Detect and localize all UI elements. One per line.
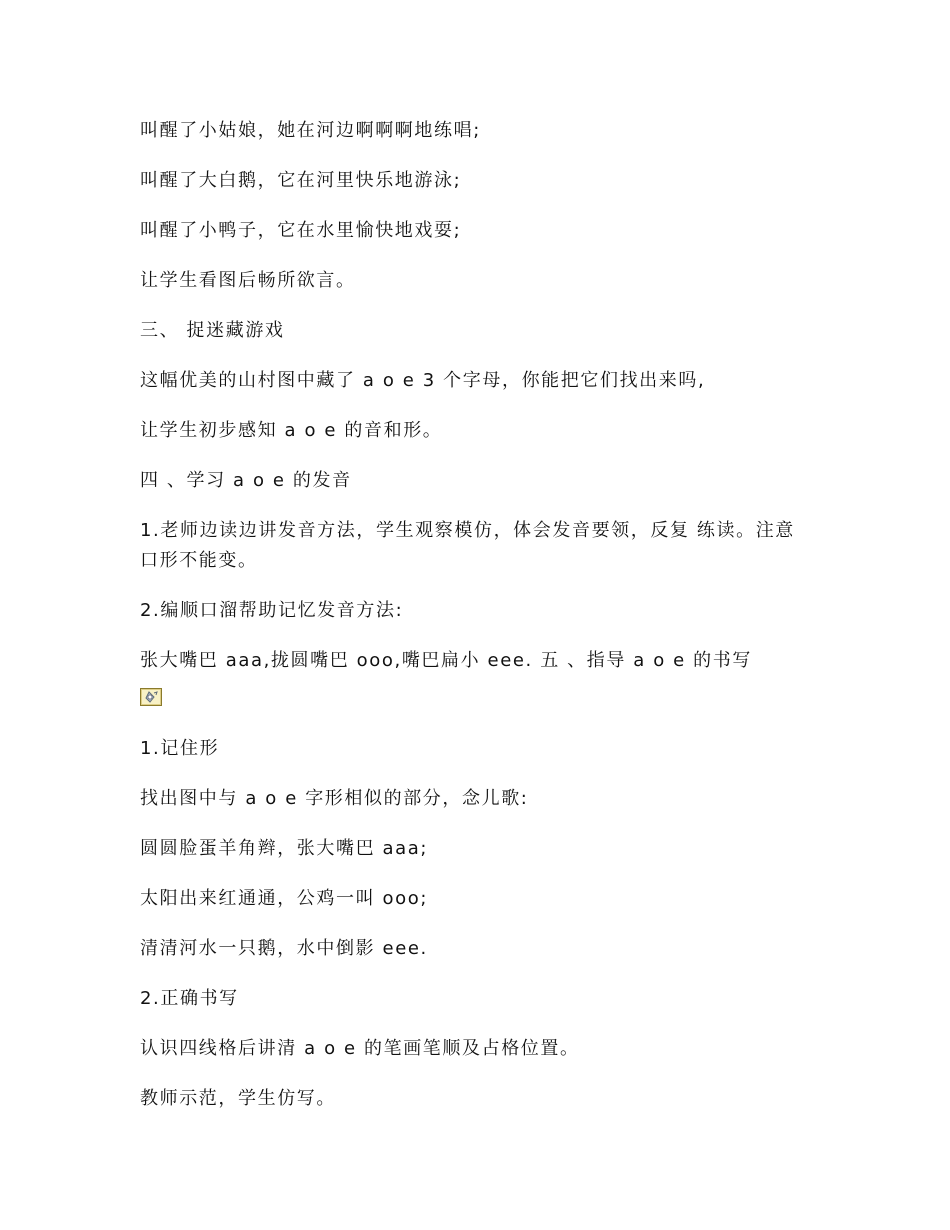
section-heading: 三、 捉迷藏游戏 bbox=[140, 320, 285, 341]
paragraph-line: 找出图中与 a o e 字形相似的部分，念儿歌: bbox=[140, 788, 529, 809]
paragraph-line: 认识四线格后讲清 a o e 的笔画笔顺及占格位置。 bbox=[140, 1038, 580, 1059]
paragraph-line: 让学生看图后畅所欲言。 bbox=[140, 270, 356, 291]
paragraph-line: 2.正确书写 bbox=[140, 988, 239, 1009]
paragraph-line: 这幅优美的山村图中藏了 a o e 3 个字母，你能把它们找出来吗, bbox=[140, 370, 706, 391]
paragraph-line: 张大嘴巴 aaa,拢圆嘴巴 ooo,嘴巴扁小 eee. 五 、指导 a o e 的书写 bbox=[140, 650, 752, 671]
image-placeholder-icon bbox=[140, 688, 162, 706]
paragraph-line: 太阳出来红通通，公鸡一叫 ooo; bbox=[140, 888, 429, 909]
paragraph-line: 1.记住形 bbox=[140, 738, 220, 759]
paragraph-line: 清清河水一只鹅，水中倒影 eee. bbox=[140, 938, 428, 959]
section-heading: 四 、学习 a o e 的发音 bbox=[140, 470, 352, 491]
paragraph-line: 圆圆脸蛋羊角辫，张大嘴巴 aaa; bbox=[140, 838, 429, 859]
paragraph-line: 2.编顺口溜帮助记忆发音方法: bbox=[140, 600, 404, 621]
paragraph-line: 1.老师边读边讲发音方法，学生观察模仿，体会发音要领，反复 练读。注意口形不能变。 bbox=[140, 520, 795, 571]
paragraph-line: 让学生初步感知 a o e 的音和形。 bbox=[140, 420, 443, 441]
paragraph-line: 叫醒了大白鹅，它在河里快乐地游泳; bbox=[140, 170, 462, 191]
paragraph-line: 叫醒了小姑娘，她在河边啊啊啊地练唱; bbox=[140, 120, 481, 141]
paragraph-line: 叫醒了小鸭子，它在水里愉快地戏耍; bbox=[140, 220, 462, 241]
paragraph-line: 教师示范，学生仿写。 bbox=[140, 1088, 336, 1109]
